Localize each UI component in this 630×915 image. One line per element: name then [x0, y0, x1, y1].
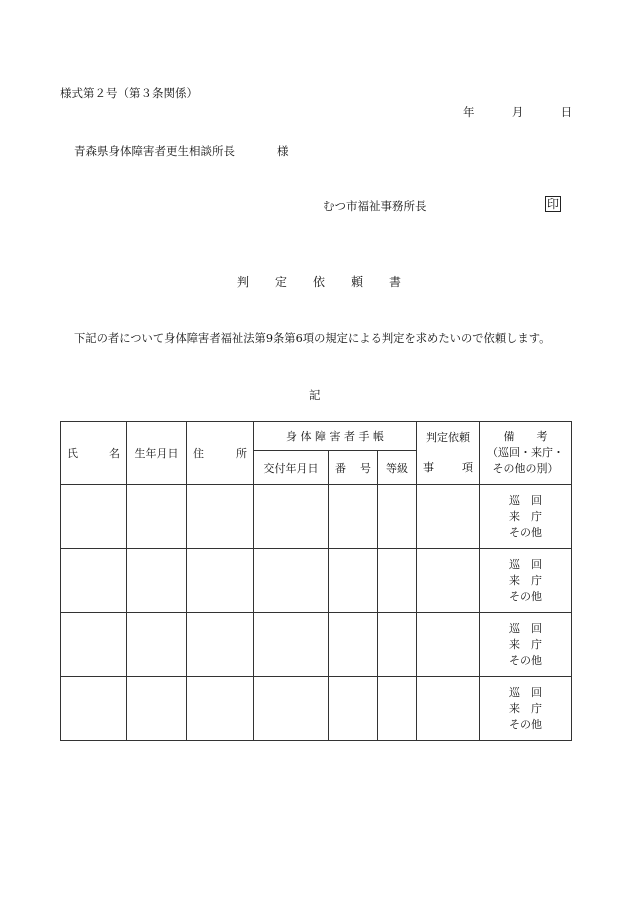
remark-option-junkai: 巡 回 — [509, 493, 543, 507]
cell-judgment — [417, 549, 480, 613]
document-title: 判定依頼書 — [237, 275, 428, 289]
cell-number — [329, 485, 378, 549]
table-row — [61, 485, 572, 549]
addressee — [74, 143, 289, 159]
remark-option-raicho: 来 庁 — [509, 637, 543, 651]
header-issue-date: 交付年月日 — [254, 451, 329, 485]
form-label: 様式第２号（第３条関係） — [60, 86, 198, 100]
cell-issue-date — [254, 485, 329, 549]
cell-name — [61, 677, 127, 741]
table-row — [61, 613, 572, 677]
cell-remarks — [480, 549, 572, 613]
cell-address — [187, 677, 254, 741]
header-address: 住 所 — [187, 422, 254, 485]
remark-option-junkai: 巡 回 — [509, 621, 543, 635]
cell-birth — [127, 677, 187, 741]
remark-option-raicho: 来 庁 — [509, 701, 543, 715]
body-text: 下記の者について身体障害者福祉法第9条第6項の規定による判定を求めたいので依頼します。 — [74, 332, 551, 345]
cell-number — [329, 677, 378, 741]
remark-option-other: その他 — [509, 653, 543, 667]
header-judgment: 判定依頼 事 項 — [417, 422, 480, 485]
cell-issue-date — [254, 613, 329, 677]
header-handbook: 身 体 障 害 者 手 帳 — [254, 422, 417, 451]
cell-number — [329, 613, 378, 677]
cell-grade — [378, 613, 417, 677]
cell-address — [187, 549, 254, 613]
cell-judgment — [417, 485, 480, 549]
cell-grade — [378, 485, 417, 549]
remark-option-other: その他 — [509, 717, 543, 731]
cell-judgment — [417, 613, 480, 677]
header-number: 番 号 — [329, 451, 378, 485]
header-name: 氏 名 — [61, 422, 127, 485]
cell-judgment — [417, 677, 480, 741]
header-row-1 — [61, 422, 572, 451]
cell-address — [187, 485, 254, 549]
cell-grade — [378, 677, 417, 741]
cell-name — [61, 549, 127, 613]
remark-option-raicho: 来 庁 — [509, 509, 543, 523]
header-birth: 生年月日 — [127, 422, 187, 485]
cell-number — [329, 549, 378, 613]
table-row — [61, 677, 572, 741]
date-line — [463, 104, 572, 120]
seal-mark: 印 — [547, 197, 560, 211]
remarks-title: 備 考 — [503, 430, 548, 443]
header-grade: 等級 — [378, 451, 417, 485]
cell-grade — [378, 549, 417, 613]
cell-name — [61, 613, 127, 677]
cell-name — [61, 485, 127, 549]
date-year: 年 — [463, 105, 475, 119]
date-month: 月 — [511, 105, 524, 119]
honorific: 様 — [277, 144, 289, 158]
cell-remarks — [480, 677, 572, 741]
remarks-sub1: （巡回・来庁・ — [487, 446, 565, 459]
sender: むつ市福祉事務所長 — [323, 199, 427, 213]
remark-option-other: その他 — [509, 589, 543, 603]
cell-birth — [127, 613, 187, 677]
addressee-name: 青森県身体障害者更生相談所長 — [74, 144, 235, 158]
cell-remarks — [480, 485, 572, 549]
date-day: 日 — [560, 105, 573, 119]
remark-option-other: その他 — [509, 525, 543, 539]
cell-birth — [127, 549, 187, 613]
cell-address — [187, 613, 254, 677]
cell-birth — [127, 485, 187, 549]
ki-marker: 記 — [309, 388, 321, 402]
table-row — [61, 549, 572, 613]
header-remarks — [480, 422, 572, 485]
remark-option-junkai: 巡 回 — [509, 685, 543, 699]
cell-issue-date — [254, 677, 329, 741]
cell-issue-date — [254, 549, 329, 613]
cell-remarks — [480, 613, 572, 677]
request-table — [60, 421, 572, 741]
remark-option-raicho: 来 庁 — [509, 573, 543, 587]
remarks-sub2: その他の別） — [492, 462, 559, 475]
remark-option-junkai: 巡 回 — [509, 557, 543, 571]
